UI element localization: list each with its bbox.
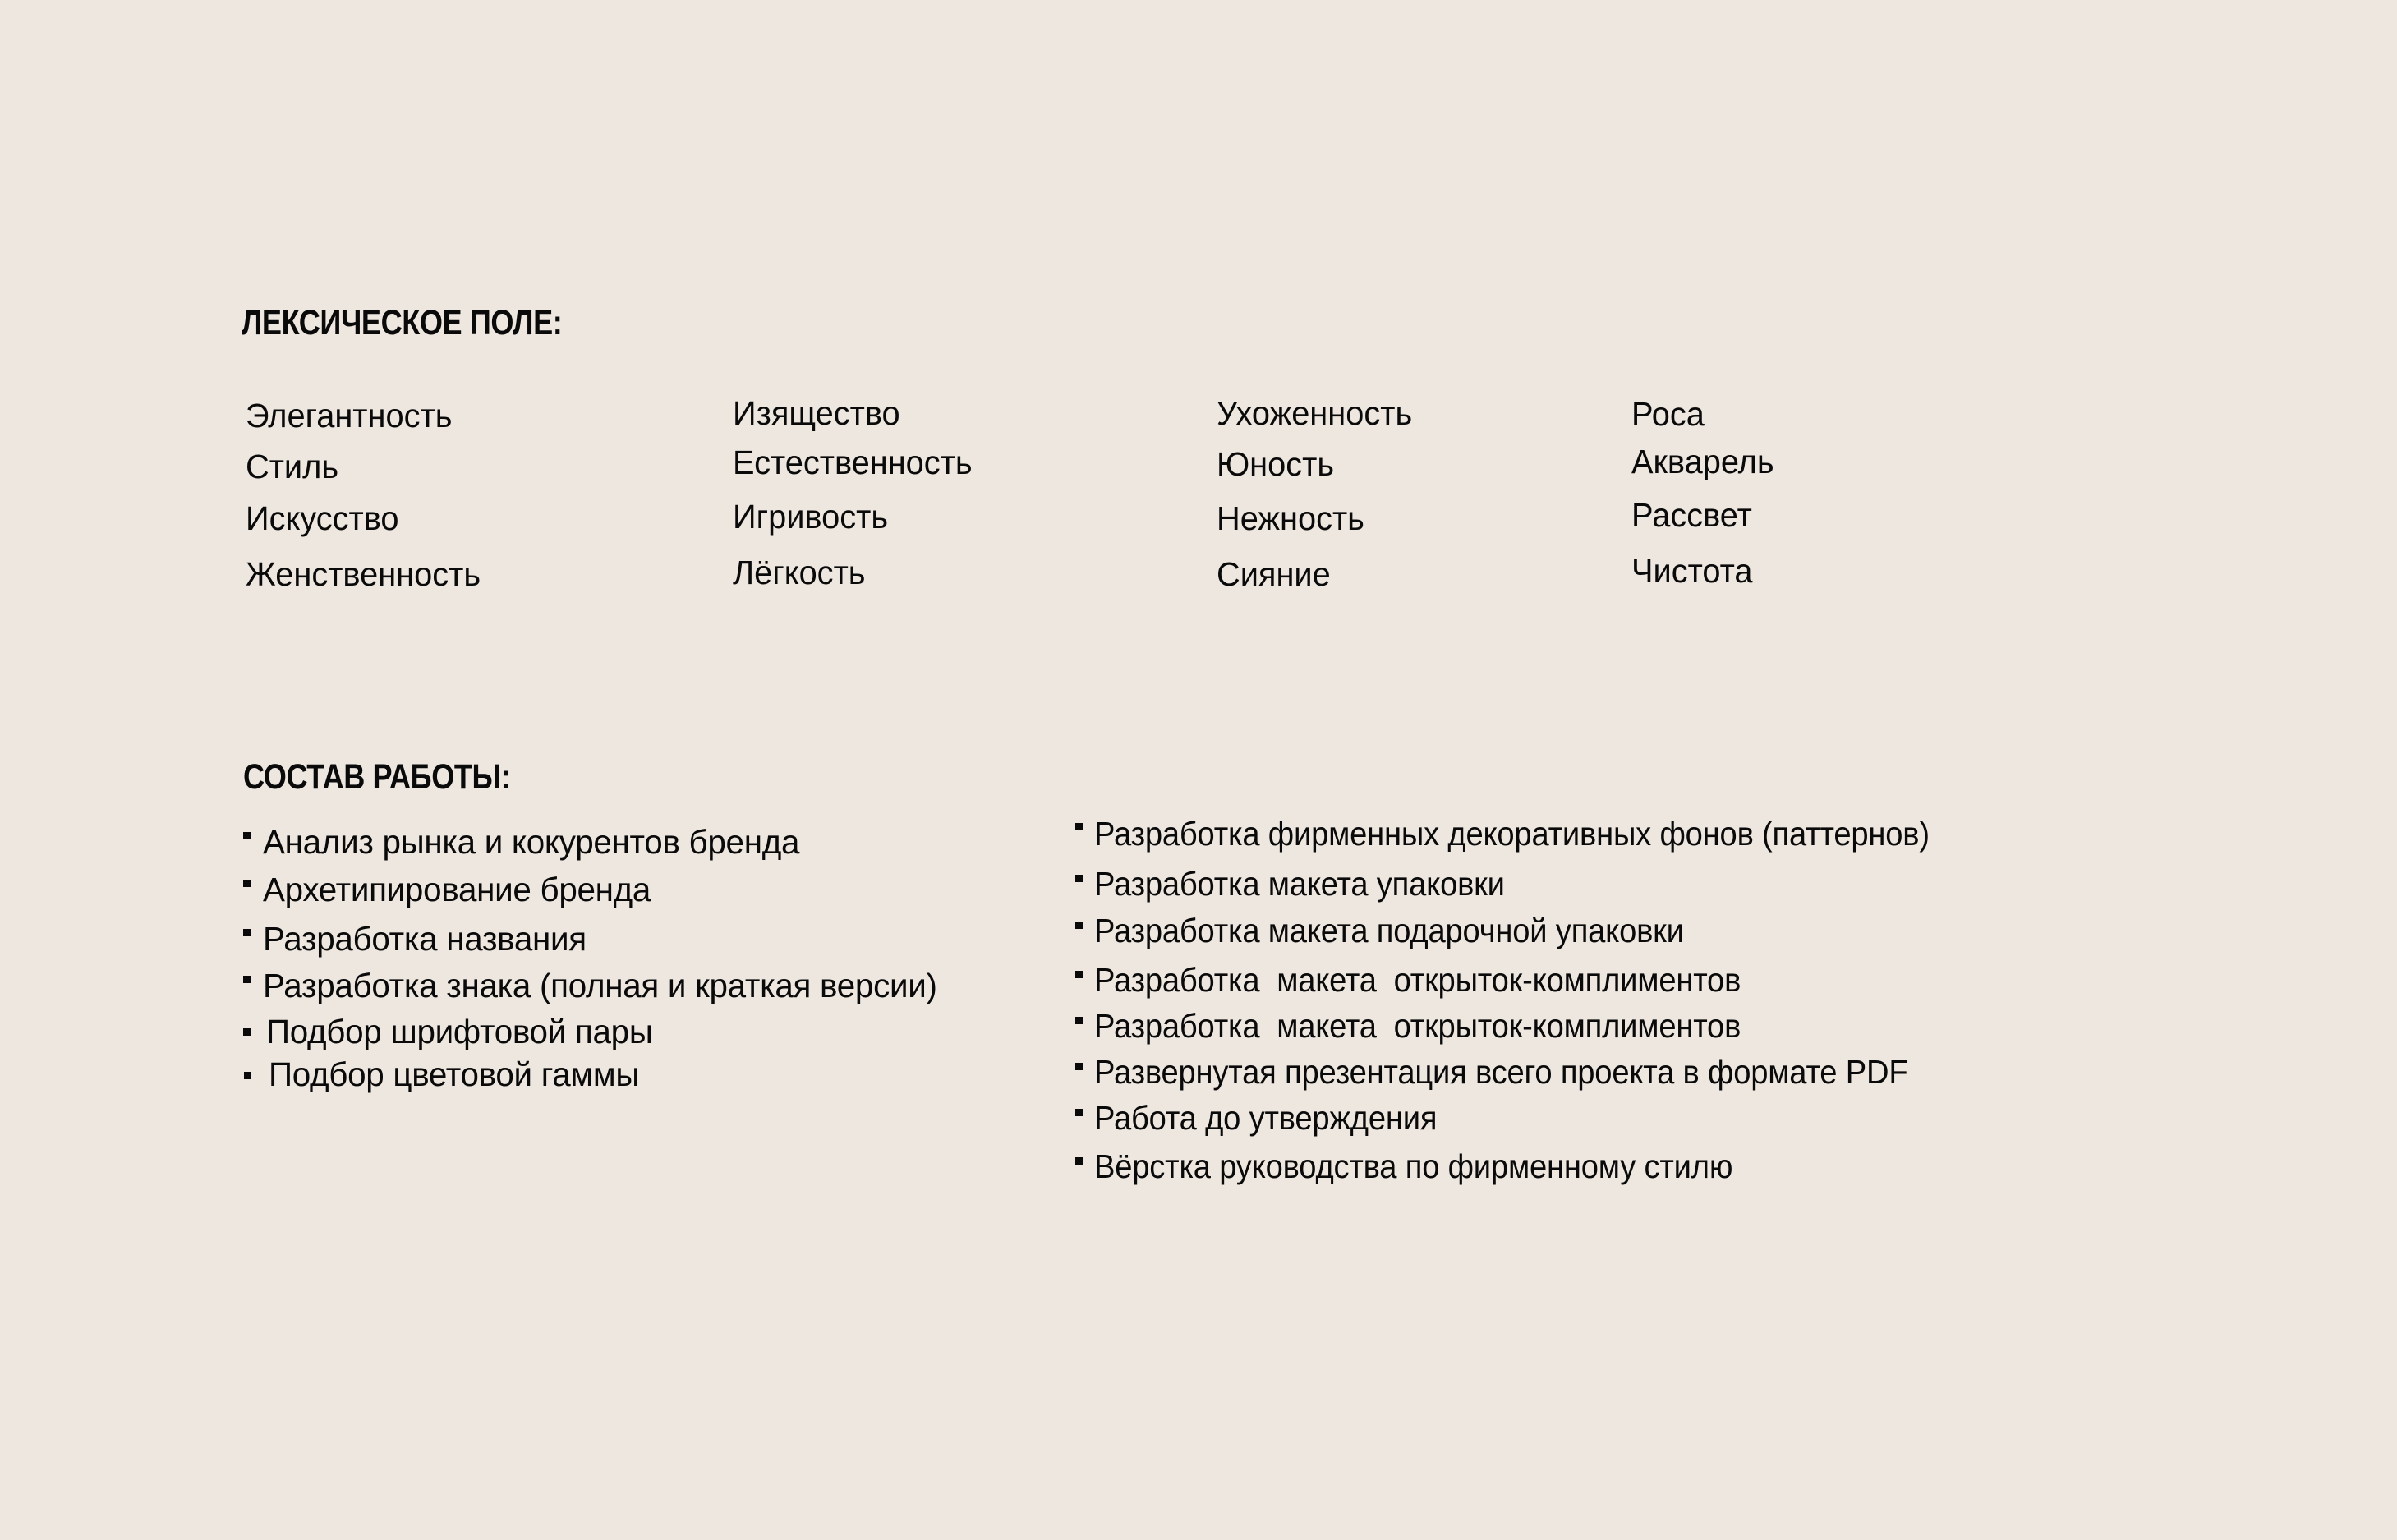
square-bullet-icon bbox=[1075, 971, 1083, 978]
lexical-word: Рассвет bbox=[1631, 496, 1752, 534]
list-item-text: Разработка макета открыток-комплиментов bbox=[1094, 961, 1741, 999]
list-item-text: Разработка макета подарочной упаковки bbox=[1094, 912, 1684, 949]
lexical-word: Ухоженность bbox=[1217, 394, 1413, 432]
square-bullet-icon bbox=[1075, 922, 1083, 929]
square-bullet-icon bbox=[243, 1028, 251, 1036]
square-bullet-icon bbox=[1075, 1017, 1083, 1024]
lexical-word: Женственность bbox=[246, 555, 481, 593]
list-item-text: Подбор цветовой гаммы bbox=[269, 1055, 640, 1093]
square-bullet-icon bbox=[243, 832, 251, 839]
lexical-word: Стиль bbox=[246, 448, 339, 485]
list-item-text: Вёрстка руководства по фирменному стилю bbox=[1094, 1147, 1733, 1185]
square-bullet-icon bbox=[1075, 1109, 1083, 1116]
lexical-word: Сияние bbox=[1217, 555, 1331, 593]
lexical-word: Изящество bbox=[733, 394, 900, 432]
list-item-text: Разработка названия bbox=[263, 920, 587, 958]
lexical-word: Роса bbox=[1631, 395, 1705, 433]
list-item-text: Развернутая презентация всего проекта в формате PDF bbox=[1094, 1053, 1908, 1091]
square-bullet-icon bbox=[243, 929, 251, 936]
list-item-text: Подбор шрифтовой пары bbox=[266, 1013, 653, 1050]
square-bullet-icon bbox=[1075, 1157, 1083, 1165]
list-item-text: Разработка макета открыток-комплиментов bbox=[1094, 1007, 1741, 1045]
lexical-word: Юность bbox=[1217, 445, 1335, 483]
list-item-text: Архетипирование бренда bbox=[263, 871, 651, 908]
square-bullet-icon bbox=[1075, 1063, 1083, 1070]
lexical-field-heading: ЛЕКСИЧЕСКОЕ ПОЛЕ: bbox=[242, 303, 563, 342]
lexical-word: Лёгкость bbox=[733, 554, 866, 591]
list-item-text: Разработка знака (полная и краткая версии) bbox=[263, 967, 937, 1004]
square-bullet-icon bbox=[244, 1072, 251, 1079]
lexical-word: Искусство bbox=[246, 499, 399, 537]
work-scope-heading: СОСТАВ РАБОТЫ: bbox=[243, 757, 511, 797]
square-bullet-icon bbox=[1075, 875, 1083, 882]
lexical-word: Чистота bbox=[1631, 552, 1753, 590]
lexical-word: Естественность bbox=[733, 444, 973, 481]
lexical-word: Акварель bbox=[1631, 443, 1774, 480]
lexical-word: Нежность bbox=[1217, 499, 1364, 537]
list-item-text: Работа до утверждения bbox=[1094, 1099, 1438, 1137]
lexical-word: Игривость bbox=[733, 498, 889, 536]
list-item-text: Разработка макета упаковки bbox=[1094, 865, 1505, 903]
list-item-text: Анализ рынка и кокурентов бренда bbox=[263, 823, 800, 861]
list-item-text: Разработка фирменных декоративных фонов (паттернов) bbox=[1094, 815, 1930, 853]
lexical-word: Элегантность bbox=[246, 397, 453, 434]
square-bullet-icon bbox=[1075, 823, 1083, 830]
square-bullet-icon bbox=[243, 976, 251, 983]
square-bullet-icon bbox=[243, 880, 251, 887]
